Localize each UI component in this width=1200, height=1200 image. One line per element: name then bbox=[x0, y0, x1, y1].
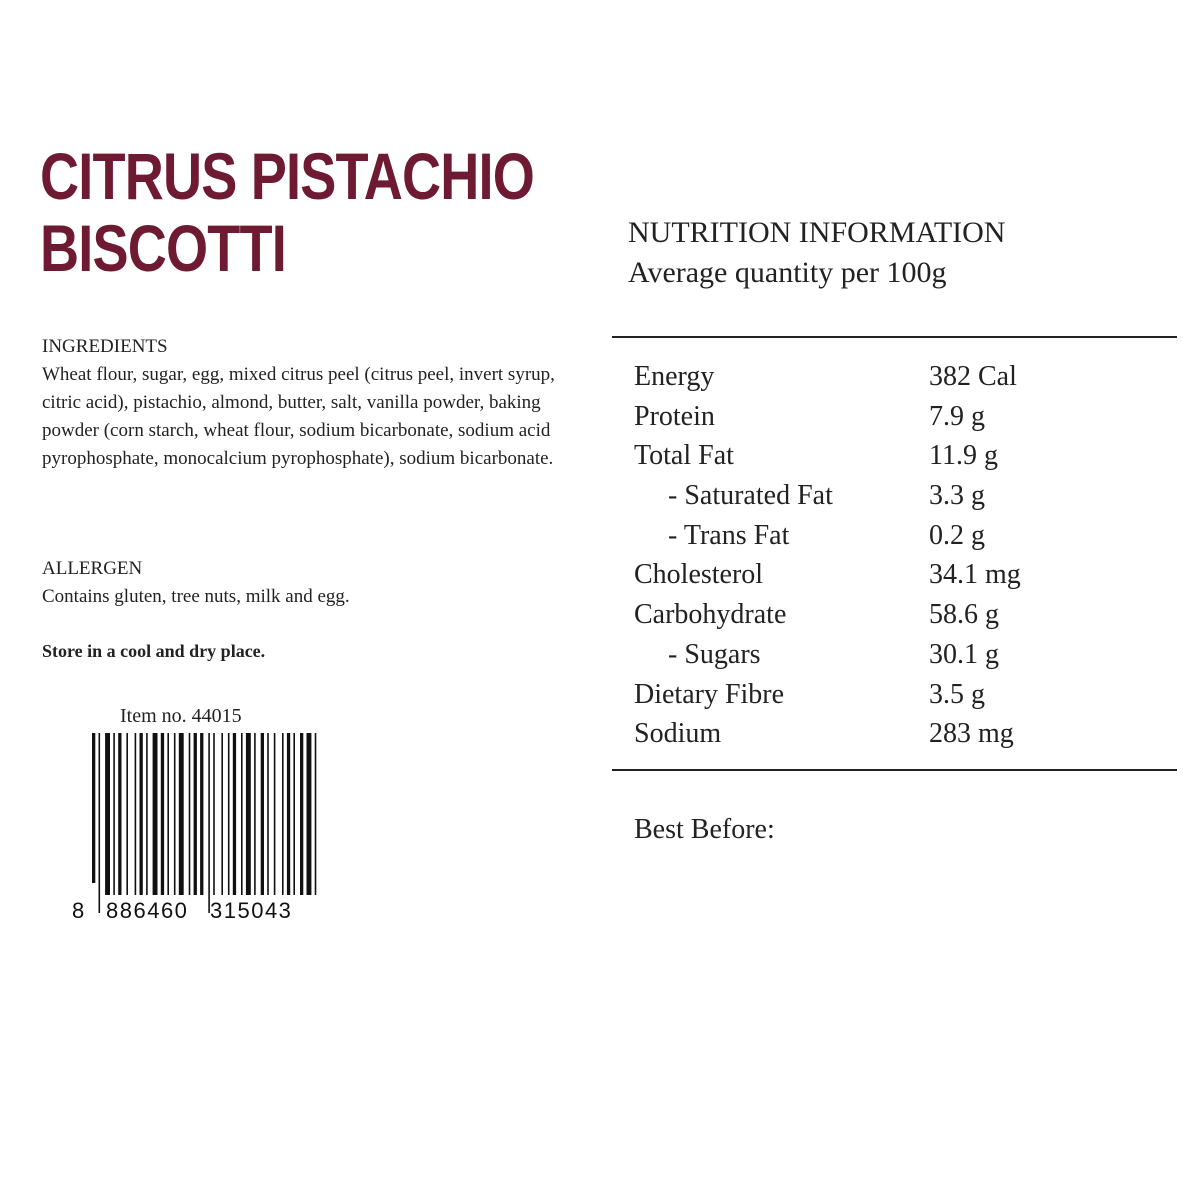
barcode-bar bbox=[113, 733, 115, 895]
barcode-bar bbox=[315, 733, 317, 895]
nutrition-label: Cholesterol bbox=[634, 559, 764, 591]
nutrition-row bbox=[634, 476, 1174, 516]
barcode-bar bbox=[254, 733, 256, 895]
barcode-bar bbox=[213, 733, 215, 895]
barcode-bar bbox=[99, 733, 101, 913]
barcode-bar bbox=[200, 733, 203, 895]
nutrition-value: 382 Cal bbox=[929, 361, 1017, 392]
barcode-bar bbox=[146, 733, 148, 895]
barcode-bar bbox=[233, 733, 236, 895]
nutrition-label: Protein bbox=[634, 400, 715, 432]
barcode-bar bbox=[208, 733, 210, 913]
nutrition-row bbox=[634, 516, 1174, 556]
barcode-digits-left: 886460 bbox=[106, 898, 189, 923]
barcode-bar bbox=[246, 733, 251, 895]
barcode-block bbox=[70, 705, 330, 925]
allergen-heading: ALLERGEN bbox=[42, 558, 143, 579]
barcode-bar bbox=[140, 733, 143, 895]
nutrition-label: Carbohydrate bbox=[634, 599, 787, 631]
ingredients-heading: INGREDIENTS bbox=[42, 336, 168, 357]
barcode-bar bbox=[241, 733, 243, 895]
barcode-bar bbox=[300, 733, 303, 895]
barcode-bar bbox=[174, 733, 176, 895]
nutrition-row bbox=[634, 436, 1174, 476]
nutrition-row bbox=[634, 357, 1174, 397]
nutrition-value: 30.1 g bbox=[929, 638, 999, 670]
nutrition-header bbox=[628, 213, 1005, 293]
nutrition-heading: NUTRITION INFORMATION bbox=[628, 216, 1006, 249]
nutrition-top-rule bbox=[612, 336, 1177, 338]
best-before-label: Best Before: bbox=[634, 814, 775, 845]
nutrition-value: 7.9 g bbox=[929, 400, 985, 432]
barcode-bar bbox=[307, 733, 312, 895]
barcode-bar bbox=[153, 733, 158, 895]
barcode-bar bbox=[221, 733, 223, 895]
nutrition-value: 58.6 g bbox=[929, 599, 999, 631]
nutrition-value: 0.2 g bbox=[929, 519, 985, 551]
barcode-bar bbox=[167, 733, 169, 895]
barcode-bar bbox=[282, 733, 284, 895]
nutrition-label: Dietary Fibre bbox=[634, 678, 785, 710]
barcode-bar bbox=[287, 733, 290, 895]
barcode-bar bbox=[105, 733, 110, 895]
nutrition-value: 11.9 g bbox=[929, 440, 998, 472]
nutrition-row bbox=[634, 714, 1174, 754]
storage-instruction: Store in a cool and dry place. bbox=[42, 641, 266, 661]
ingredients-section bbox=[42, 333, 567, 473]
allergen-text: Contains gluten, tree nuts, milk and egg. bbox=[42, 586, 350, 607]
allergen-section bbox=[42, 555, 567, 611]
barcode-digits-right: 315043 bbox=[210, 898, 293, 923]
barcode-bar bbox=[189, 733, 191, 895]
nutrition-label: - Sugars bbox=[668, 638, 761, 670]
barcode-bar bbox=[135, 733, 137, 895]
nutrition-bottom-rule bbox=[612, 769, 1177, 771]
nutrition-label: Sodium bbox=[634, 718, 722, 750]
barcode-bar bbox=[161, 733, 164, 895]
barcode-bar bbox=[228, 733, 230, 895]
product-title bbox=[40, 139, 535, 285]
item-number: Item no. 44015 bbox=[120, 705, 242, 727]
nutrition-label: Total Fat bbox=[634, 440, 734, 472]
nutrition-row bbox=[634, 635, 1174, 675]
nutrition-value: 3.3 g bbox=[929, 480, 985, 512]
nutrition-value: 3.5 g bbox=[929, 678, 985, 710]
barcode-bar bbox=[194, 733, 197, 895]
nutrition-label: Energy bbox=[634, 361, 715, 392]
barcode-bar bbox=[179, 733, 184, 895]
nutrition-value: 34.1 mg bbox=[929, 559, 1021, 591]
barcode-bar bbox=[274, 733, 276, 895]
barcode-bar bbox=[261, 733, 264, 895]
product-title-line-1: CITRUS PISTACHIO bbox=[40, 139, 535, 213]
nutrition-row bbox=[634, 555, 1174, 595]
barcode-bar bbox=[118, 733, 121, 895]
nutrition-row bbox=[634, 675, 1174, 715]
nutrition-label: - Trans Fat bbox=[668, 519, 790, 551]
ingredients-text: Wheat flour, sugar, egg, mixed citrus peel (citrus peel, invert syrup, citric acid), pistachio, almond, butter, salt, vanilla powder, baking powder (corn starch, wheat flour, sodium bicarbonate, sodium acid pyrophosphate, monocalcium pyrophosphate), sodium bicarbonate. bbox=[42, 364, 555, 469]
barcode-bar bbox=[126, 733, 128, 895]
nutrition-row bbox=[634, 595, 1174, 635]
barcode-bar bbox=[293, 733, 295, 895]
product-title-line-2: BISCOTTI bbox=[40, 211, 286, 285]
nutrition-table bbox=[634, 357, 1174, 754]
nutrition-row bbox=[634, 397, 1174, 437]
barcode bbox=[72, 733, 322, 923]
barcode-bar bbox=[267, 733, 269, 895]
barcode-digit-prefix: 8 bbox=[72, 898, 85, 923]
nutrition-value: 283 mg bbox=[929, 718, 1014, 750]
nutrition-subheading: Average quantity per 100g bbox=[628, 256, 947, 289]
nutrition-label: - Saturated Fat bbox=[668, 480, 833, 512]
